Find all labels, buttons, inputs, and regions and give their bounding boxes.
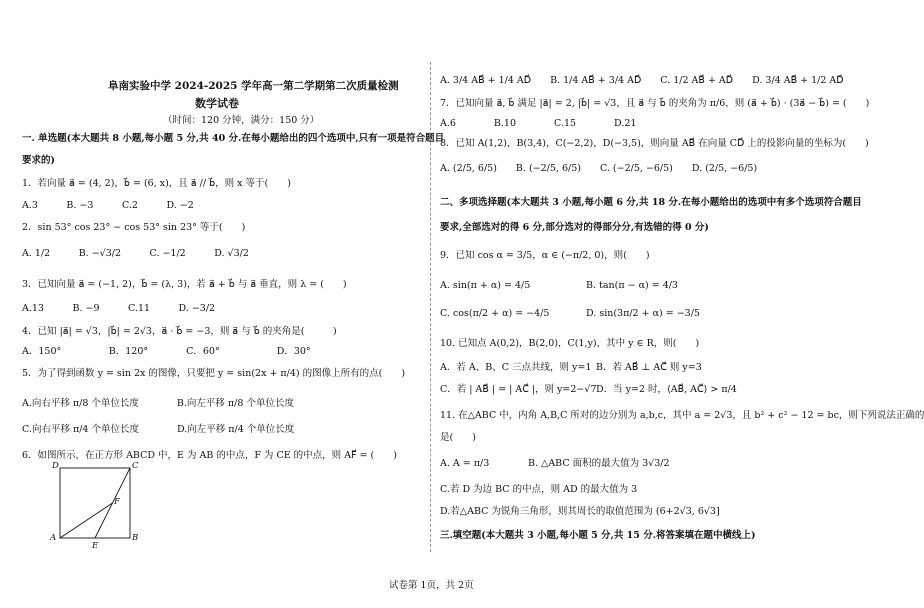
question-4: 4．已知 |a⃗| = √3，|b⃗| = 2√3，a⃗ · b⃗ = −3，则 a⃗ 与 b⃗ 的夹角是( )	[22, 326, 337, 337]
question-5-options-cd: C.向右平移 π/4 个单位长度 D.向左平移 π/4 个单位长度	[22, 424, 295, 435]
question-10: 10. 已知点 A(0,2)，B(2,0)，C(1,y)，其中 y ∈ R，则( )	[440, 338, 700, 349]
question-10-option-d: D．当 y=2 时，⟨AB⃗, AC⃗⟩ > π/4	[596, 384, 737, 395]
question-10-option-c: C．若 | AB⃗ | = | AC⃗ |，则 y=2−√7	[440, 384, 597, 395]
question-7-options: A.6 B.10 C.15 D.21	[440, 118, 637, 129]
question-2-options: A. 1/2 B. −√3/2 C. −1/2 D. √3/2	[22, 248, 249, 259]
question-11-cont: 是( )	[440, 432, 476, 443]
section-1-heading: 一. 单选题(本大题共 8 小题,每小题 5 分,共 40 分.在每小题给出的四个选项中,只有一项是符合题目	[22, 133, 445, 144]
question-4-options: A．150° B．120° C．60° D．30°	[22, 346, 311, 357]
question-3: 3．已知向量 a⃗ = (−1, 2)，b⃗ = (λ, 3)，若 a⃗ + b⃗ 与 a⃗ 垂直，则 λ = ( )	[22, 279, 347, 290]
question-11-option-b: B. △ABC 面积的最大值为 3√3/2	[528, 458, 670, 469]
question-1-options: A.3 B. −3 C.2 D. −2	[22, 200, 194, 211]
label-b: B	[132, 533, 139, 543]
label-e: E	[92, 541, 99, 551]
section-1-heading-cont: 要求的)	[22, 155, 55, 166]
question-10-option-b: B．若 AB⃗ ⊥ AC⃗ 则 y=3	[596, 362, 702, 373]
question-3-options: A.13 B. −9 C.11 D. −3/2	[22, 303, 216, 314]
exam-subtitle: 数学试卷	[195, 97, 239, 110]
question-7: 7．已知向量 a⃗, b⃗ 满足 |a⃗| = 2, |b⃗| = √3，且 a⃗ 与 b⃗ 的夹角为 π/6，则 (a⃗ + b⃗) · (3a⃗ − b⃗) = ( )	[440, 98, 870, 109]
question-11-option-d: D.若△ABC 为锐角三角形，则其周长的取值范围为 (6+2√3, 6√3]	[440, 506, 720, 517]
question-9: 9．已知 cos α = 3/5，α ∈ (−π/2, 0)，则( )	[440, 250, 650, 261]
label-f: F	[114, 497, 120, 507]
question-9-option-b: B. tan(π − α) = 4/3	[586, 280, 678, 291]
question-11: 11. 在△ABC 中，内角 A,B,C 所对的边分别为 a,b,c，其中 a = 2√3，且 b² + c² − 12 = bc，则下列说法正确的	[440, 410, 924, 421]
section-2-heading-cont: 要求,全部选对的得 6 分,部分选对的得部分分,有选错的得 0 分)	[440, 222, 709, 233]
exam-title: 阜南实验中学 2024-2025 学年高一第二学期第二次质量检测	[108, 80, 399, 92]
question-9-option-a: A. sin(π + α) = 4/5	[440, 280, 531, 291]
question-5: 5．为了得到函数 y = sin 2x 的图像，只要把 y = sin(2x + π/4) 的图像上所有的点( )	[22, 368, 406, 379]
question-10-option-a: A．若 A、B、C 三点共线，则 y=1	[440, 362, 592, 373]
question-5-options-ab: A.向右平移 π/8 个单位长度 B.向左平移 π/8 个单位长度	[22, 398, 294, 409]
question-9-option-c: C. cos(π/2 + α) = −4/5	[440, 308, 550, 319]
question-11-option-c: C.若 D 为边 BC 的中点，则 AD 的最大值为 3	[440, 484, 638, 495]
question-6-options: A. 3/4 AB⃗ + 1/4 AD⃗ B. 1/4 AB⃗ + 3/4 AD⃗ C. 1/2 AB⃗ + AD⃗ D. 3/4 AB⃗ + 1/2 AD⃗	[440, 75, 844, 86]
section-2-heading: 二、多项选择题(本大题共 3 小题,每小题 6 分,共 18 分.在每小题给出的选项中有多个选项符合题目	[440, 197, 862, 208]
question-2: 2．sin 53° cos 23° − cos 53° sin 23° 等于( )	[22, 222, 246, 233]
question-8: 8．已知 A(1,2)，B(3,4)，C(−2,2)，D(−3,5)，则向量 AB⃗ 在向量 CD⃗ 上的投影向量的坐标为( )	[440, 138, 869, 149]
question-6: 6．如图所示，在正方形 ABCD 中，E 为 AB 的中点，F 为 CE 的中点，则 AF⃗ = ( )	[22, 450, 397, 461]
question-11-option-a: A. A = π/3	[440, 458, 490, 469]
page-footer: 试卷第 1页，共 2页	[389, 580, 474, 591]
label-c: C	[132, 461, 139, 471]
segment-ec	[95, 468, 130, 538]
square-figure	[30, 458, 150, 551]
label-a: A	[50, 533, 57, 543]
label-d: D	[52, 461, 59, 471]
question-8-options: A. (2/5, 6/5) B. (−2/5, 6/5) C. (−2/5, −6/5) D. (2/5, −6/5)	[440, 163, 758, 174]
section-3-heading: 三.填空题(本大题共 3 小题,每小题 5 分,共 15 分.将答案填在题中横线上)	[440, 530, 756, 541]
segment-af	[60, 503, 113, 538]
question-9-option-d: D. sin(3π/2 + α) = −3/5	[586, 308, 700, 319]
exam-info: （时间：120 分钟，满分：150 分）	[163, 115, 320, 126]
column-divider	[430, 62, 431, 552]
question-1: 1．若向量 a⃗ = (4, 2)，b⃗ = (6, x)，且 a⃗ // b⃗，则 x 等于( )	[22, 178, 291, 189]
